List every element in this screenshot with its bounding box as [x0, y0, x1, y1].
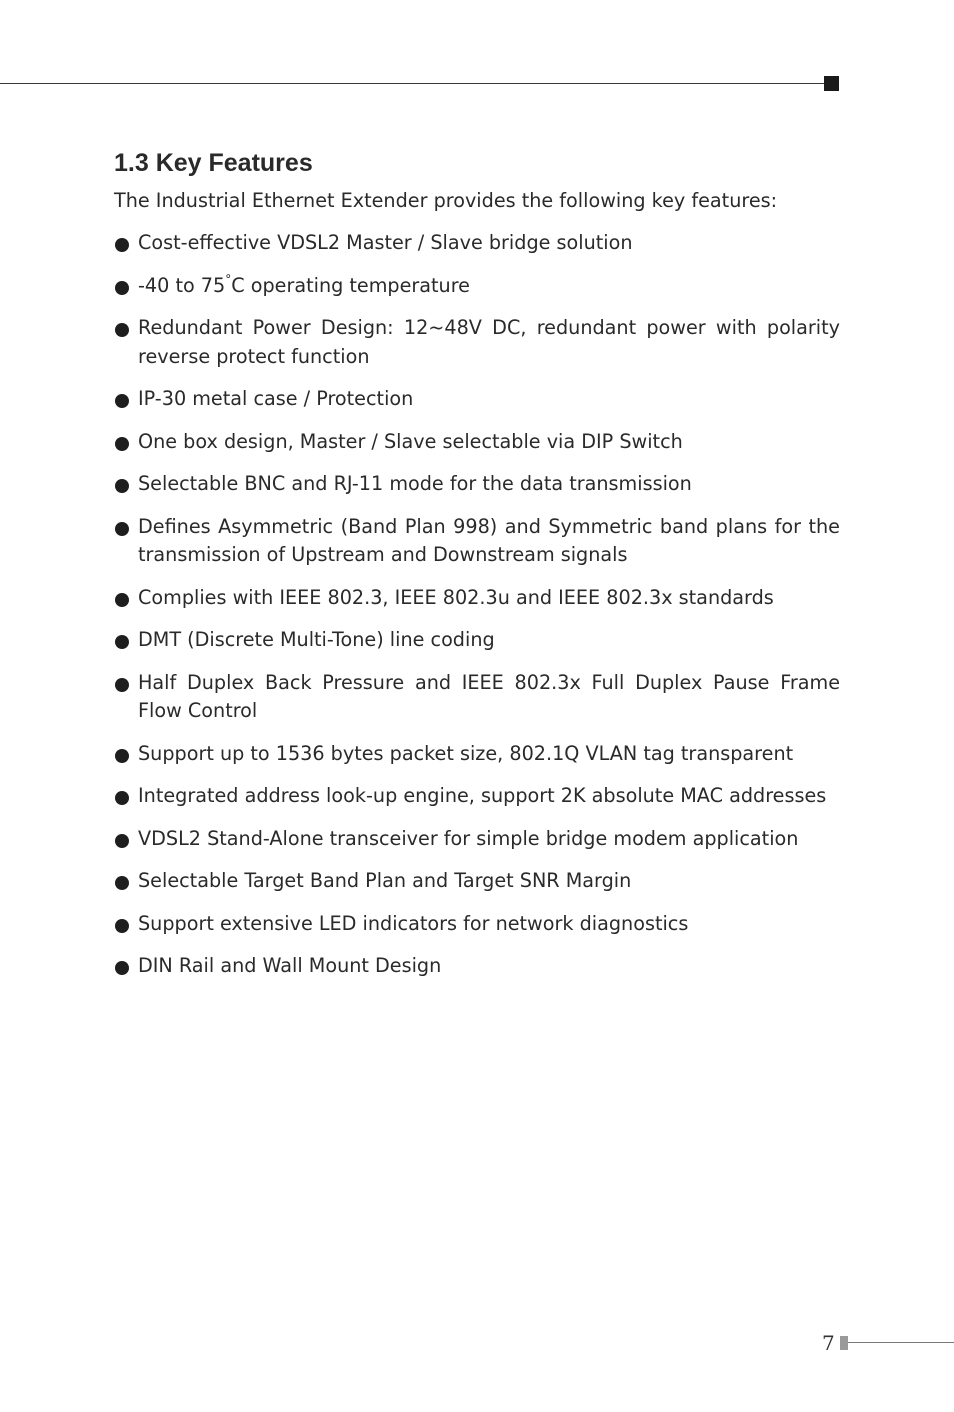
feature-list — [114, 229, 840, 995]
bullet-icon — [115, 394, 129, 408]
feature-text: VDSL2 Stand-Alone transceiver for simple bridge modem application — [138, 826, 799, 850]
feature-text: Complies with IEEE 802.3, IEEE 802.3u and IEEE 802.3x standards — [138, 585, 774, 609]
feature-text: DIN Rail and Wall Mount Design — [138, 954, 442, 977]
feature-text: Selectable Target Band Plan and Target SNR Margin — [138, 869, 632, 892]
bullet-icon — [115, 281, 129, 295]
bullet-icon — [115, 749, 129, 763]
feature-text-before: -40 to 75 — [138, 273, 226, 297]
bullet-icon — [115, 238, 129, 252]
feature-item — [114, 470, 840, 499]
feature-text: Redundant Power Design: 12~48V DC, redundant power with polarity reverse protect function — [138, 316, 840, 368]
feature-text: Support extensive LED indicators for network diagnostics — [138, 911, 689, 935]
feature-item — [114, 428, 840, 457]
feature-text: Integrated address look-up engine, support 2K absolute MAC addresses — [138, 784, 827, 807]
feature-text: DMT (Discrete Multi-Tone) line coding — [138, 628, 495, 651]
header-square-marker — [824, 76, 839, 91]
feature-text: IP-30 metal case / Protection — [138, 387, 414, 410]
bullet-icon — [115, 479, 129, 493]
footer-square-marker — [840, 1336, 848, 1350]
bullet-icon — [115, 323, 129, 337]
feature-text: Defines Asymmetric (Band Plan 998) and Symmetric band plans for the transmission of Upstream and Downstream signals — [138, 514, 840, 566]
header-rule — [0, 83, 826, 84]
feature-text-after: C operating temperature — [231, 273, 470, 297]
feature-item — [114, 385, 840, 414]
feature-text: One box design, Master / Slave selectable via DIP Switch — [138, 429, 683, 453]
degree-symbol: ° — [225, 272, 232, 287]
feature-item — [114, 314, 840, 371]
feature-text: Half Duplex Back Pressure and IEEE 802.3x Full Duplex Pause Frame Flow Control — [138, 670, 840, 722]
feature-text: Selectable BNC and RJ-11 mode for the data transmission — [138, 472, 692, 495]
feature-item — [114, 272, 840, 301]
bullet-icon — [115, 791, 129, 805]
feature-item — [114, 584, 840, 613]
feature-item — [114, 626, 840, 655]
feature-item — [114, 782, 840, 811]
bullet-icon — [115, 961, 129, 975]
section-heading: 1.3 Key Features — [114, 149, 313, 177]
feature-item — [114, 867, 840, 896]
feature-item — [114, 740, 840, 769]
bullet-icon — [115, 635, 129, 649]
feature-item — [114, 825, 840, 854]
bullet-icon — [115, 437, 129, 451]
footer-rule — [848, 1342, 954, 1343]
page-number: 7 — [822, 1331, 835, 1355]
feature-text: Cost-effective VDSL2 Master / Slave bridge solution — [138, 231, 633, 254]
feature-item — [114, 669, 840, 726]
bullet-icon — [115, 678, 129, 692]
bullet-icon — [115, 522, 129, 536]
feature-text: Support up to 1536 bytes packet size, 802.1Q VLAN tag transparent — [138, 741, 794, 765]
bullet-icon — [115, 834, 129, 848]
bullet-icon — [115, 876, 129, 890]
feature-item — [114, 952, 840, 981]
bullet-icon — [115, 919, 129, 933]
feature-item — [114, 910, 840, 939]
section-intro: The Industrial Ethernet Extender provides the following key features: — [114, 189, 778, 212]
feature-item — [114, 229, 840, 258]
feature-item — [114, 513, 840, 570]
bullet-icon — [115, 593, 129, 607]
